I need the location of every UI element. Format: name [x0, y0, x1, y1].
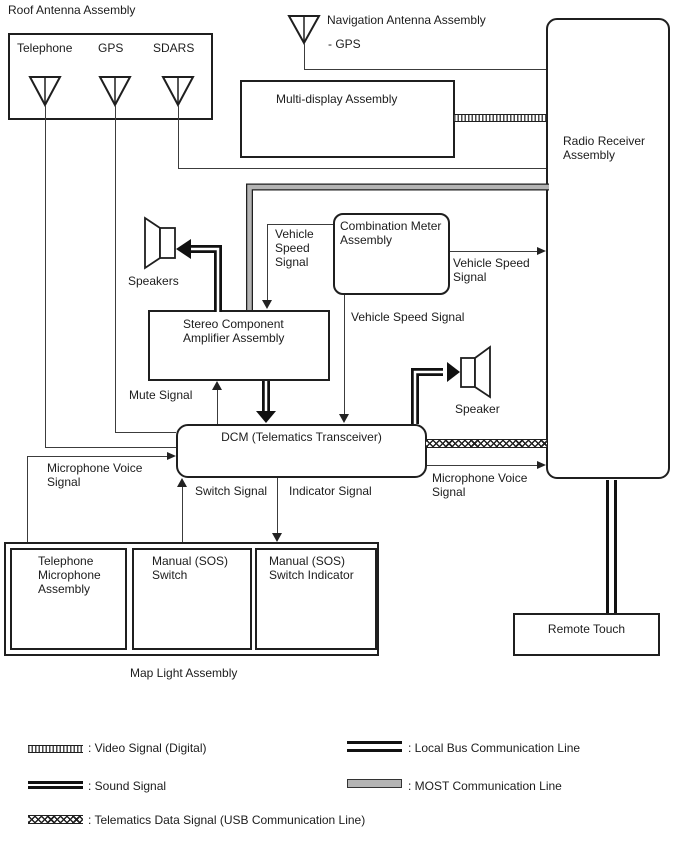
vehicle-speed-signal-label: Vehicle Speed Signal [275, 227, 314, 270]
mic-voice-signal-label: Microphone Voice Signal [432, 471, 528, 500]
vehicle-speed-line-to-radio [450, 251, 538, 252]
indicator-signal-line [277, 478, 278, 534]
sdars-antenna-line [178, 105, 179, 169]
vehicle-speed-signal-label: Vehicle Speed Signal [453, 256, 530, 285]
legend-most-label: : MOST Communication Line [408, 779, 562, 793]
combination-meter-label: Combination Meter Assembly [340, 219, 442, 248]
gps-antenna-line [115, 105, 116, 433]
mute-signal-line [217, 389, 218, 424]
remote-touch-label: Remote Touch [547, 622, 626, 636]
navigation-antenna-sub: - GPS [328, 37, 361, 51]
navigation-antenna-title: Navigation Antenna Assembly [327, 13, 486, 27]
legend-sound-swatch [28, 781, 83, 789]
navigation-antenna-line [304, 43, 305, 70]
arrowhead-down [262, 300, 272, 309]
legend-video-label: : Video Signal (Digital) [88, 741, 207, 755]
vehicle-speed-line-to-dcm [344, 295, 345, 415]
arrowhead-up [212, 381, 222, 390]
gps-antenna-icon [98, 76, 132, 108]
arrowhead-right [537, 247, 546, 255]
legend-telematics-swatch [28, 815, 83, 824]
arrowhead-down [339, 414, 349, 423]
arrowhead-right [537, 461, 546, 469]
legend-video-swatch [28, 745, 83, 753]
legend-most-swatch [347, 779, 402, 788]
telephone-microphone-label: Telephone Microphone Assembly [38, 554, 101, 597]
navigation-antenna-icon [287, 15, 321, 45]
sdars-antenna-line [178, 168, 547, 169]
switch-signal-line [182, 486, 183, 542]
video-signal-line [454, 114, 547, 122]
radio-receiver-label: Radio Receiver Assembly [563, 134, 646, 163]
legend-local-bus-swatch [347, 741, 402, 752]
legend-local-bus-label: : Local Bus Communication Line [408, 741, 581, 755]
legend-telematics-label: : Telematics Data Signal (USB Communication Line) [88, 813, 366, 827]
mic-voice-signal-label: Microphone Voice Signal [47, 461, 143, 490]
vehicle-speed-signal-label: Vehicle Speed Signal [351, 310, 465, 324]
speaker-icon [460, 345, 492, 400]
mic-voice-line-left [27, 456, 28, 542]
speaker-label: Speaker [455, 402, 500, 416]
gps-antenna-label: GPS [98, 41, 124, 55]
local-bus-line [606, 480, 617, 613]
roof-antenna-title: Roof Antenna Assembly [8, 3, 136, 17]
sdars-antenna-icon [161, 76, 195, 108]
gps-antenna-line [115, 432, 176, 433]
navigation-antenna-line [304, 69, 547, 70]
mic-voice-line-left [27, 456, 167, 457]
arrowhead-right [167, 452, 176, 460]
telematics-data-signal-line [426, 439, 547, 448]
arrowhead-down [272, 533, 282, 542]
sos-switch-label: Manual (SOS) Switch [152, 554, 229, 583]
sos-switch-indicator-label: Manual (SOS) Switch Indicator [269, 554, 354, 583]
sdars-antenna-label: SDARS [153, 41, 195, 55]
arrowhead-up [177, 478, 187, 487]
vehicle-speed-line-to-amp [267, 224, 268, 301]
speakers-label: Speakers [128, 274, 179, 288]
multi-display-label: Multi-display Assembly [276, 92, 398, 106]
stereo-amplifier-label: Stereo Component Amplifier Assembly [183, 317, 285, 346]
legend-sound-label: : Sound Signal [88, 779, 167, 793]
sound-signal-dcm-to-speaker [405, 361, 462, 425]
switch-signal-label: Switch Signal [195, 484, 268, 498]
indicator-signal-label: Indicator Signal [289, 484, 372, 498]
mic-voice-line-right [427, 465, 538, 466]
telephone-antenna-icon [28, 76, 62, 108]
mute-signal-label: Mute Signal [129, 388, 193, 402]
map-light-label: Map Light Assembly [130, 666, 238, 680]
sound-signal-amp-to-speakers [170, 238, 222, 312]
telephone-antenna-label: Telephone [17, 41, 73, 55]
dcm-label: DCM (Telematics Transceiver) [221, 430, 382, 444]
sound-signal-amp-to-dcm [252, 379, 282, 424]
radio-receiver-box [546, 18, 670, 479]
vehicle-speed-line-to-amp [267, 224, 333, 225]
telephone-antenna-line [45, 105, 46, 448]
telephone-antenna-line [45, 447, 176, 448]
